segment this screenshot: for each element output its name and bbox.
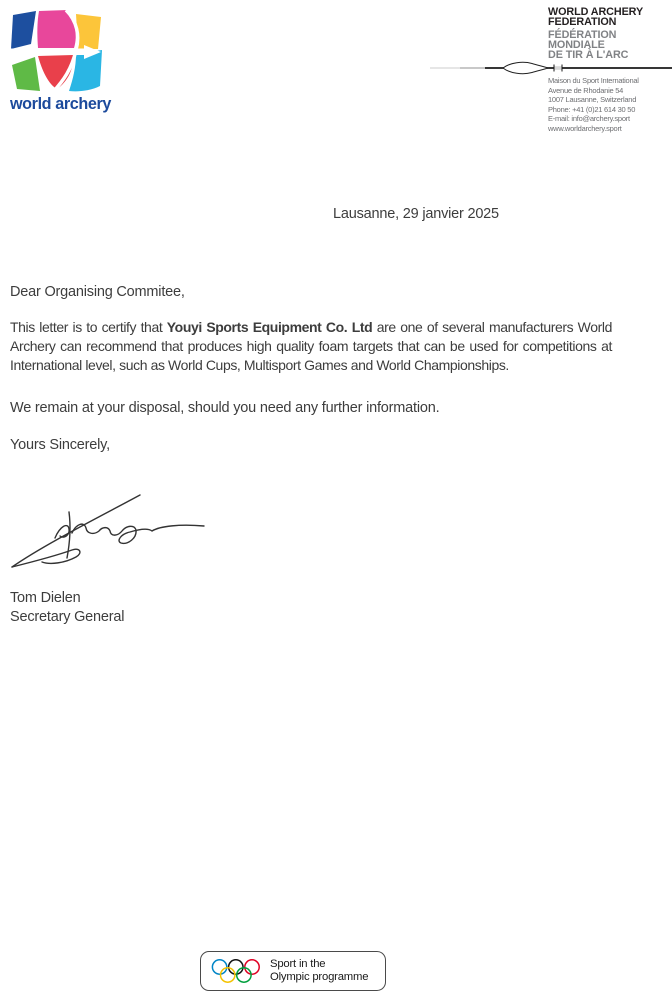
company-name: Youyi Sports Equipment Co. Ltd [166, 319, 373, 335]
disposal-line: We remain at your disposal, should you need any further information. [10, 400, 440, 416]
address-line: Maison du Sport International [548, 76, 639, 85]
org-address-block [548, 76, 639, 134]
certify-text-pre: This letter is to certify that [10, 319, 167, 335]
org-name-en-line1: WORLD ARCHERY [548, 6, 644, 18]
address-line: Avenue de Rhodanie 54 [548, 85, 624, 95]
org-name-block [548, 7, 672, 60]
world-archery-logo-icon [10, 9, 103, 93]
address-line: 1007 Lausanne, Switzerland [548, 95, 637, 105]
signer-name: Tom Dielen [10, 590, 81, 606]
signer-block [10, 589, 124, 627]
olympic-label-line1: Sport in the [270, 958, 326, 970]
olympic-rings-icon [211, 959, 261, 984]
certify-text-post: are one of several manufacturers World Archery can recommend that produces high quality foam targets that can be used for competitions at International level, such as World Cups, Multisport Games and World Championships. [10, 319, 612, 373]
salutation: Dear Organising Commitee, [10, 284, 185, 300]
org-name-fr-line2: MONDIALE [548, 39, 605, 51]
valediction: Yours Sincerely, [10, 437, 110, 453]
address-email: E-mail: info@archery.sport [548, 114, 630, 124]
letter-body [10, 283, 612, 455]
org-name-en-line2: FEDERATION [548, 16, 617, 28]
org-name-fr-line1: FÉDÉRATION [548, 29, 617, 41]
olympic-programme-label [270, 958, 368, 984]
signature-icon [0, 482, 215, 577]
world-archery-logo [10, 9, 111, 114]
brand-wordmark: world archery [10, 95, 111, 113]
dateline: Lausanne, 29 janvier 2025 [333, 206, 499, 222]
certification-paragraph [10, 318, 612, 375]
org-name-fr-line3: DE TIR À L'ARC [548, 49, 629, 61]
arrow-icon [430, 60, 672, 76]
signer-title: Secretary General [10, 609, 125, 625]
olympic-programme-badge [200, 951, 386, 991]
address-website: www.worldarchery.sport [548, 123, 622, 133]
olympic-label-line2: Olympic programme [270, 971, 369, 983]
address-phone: Phone: +41 (0)21 614 30 50 [548, 104, 636, 114]
